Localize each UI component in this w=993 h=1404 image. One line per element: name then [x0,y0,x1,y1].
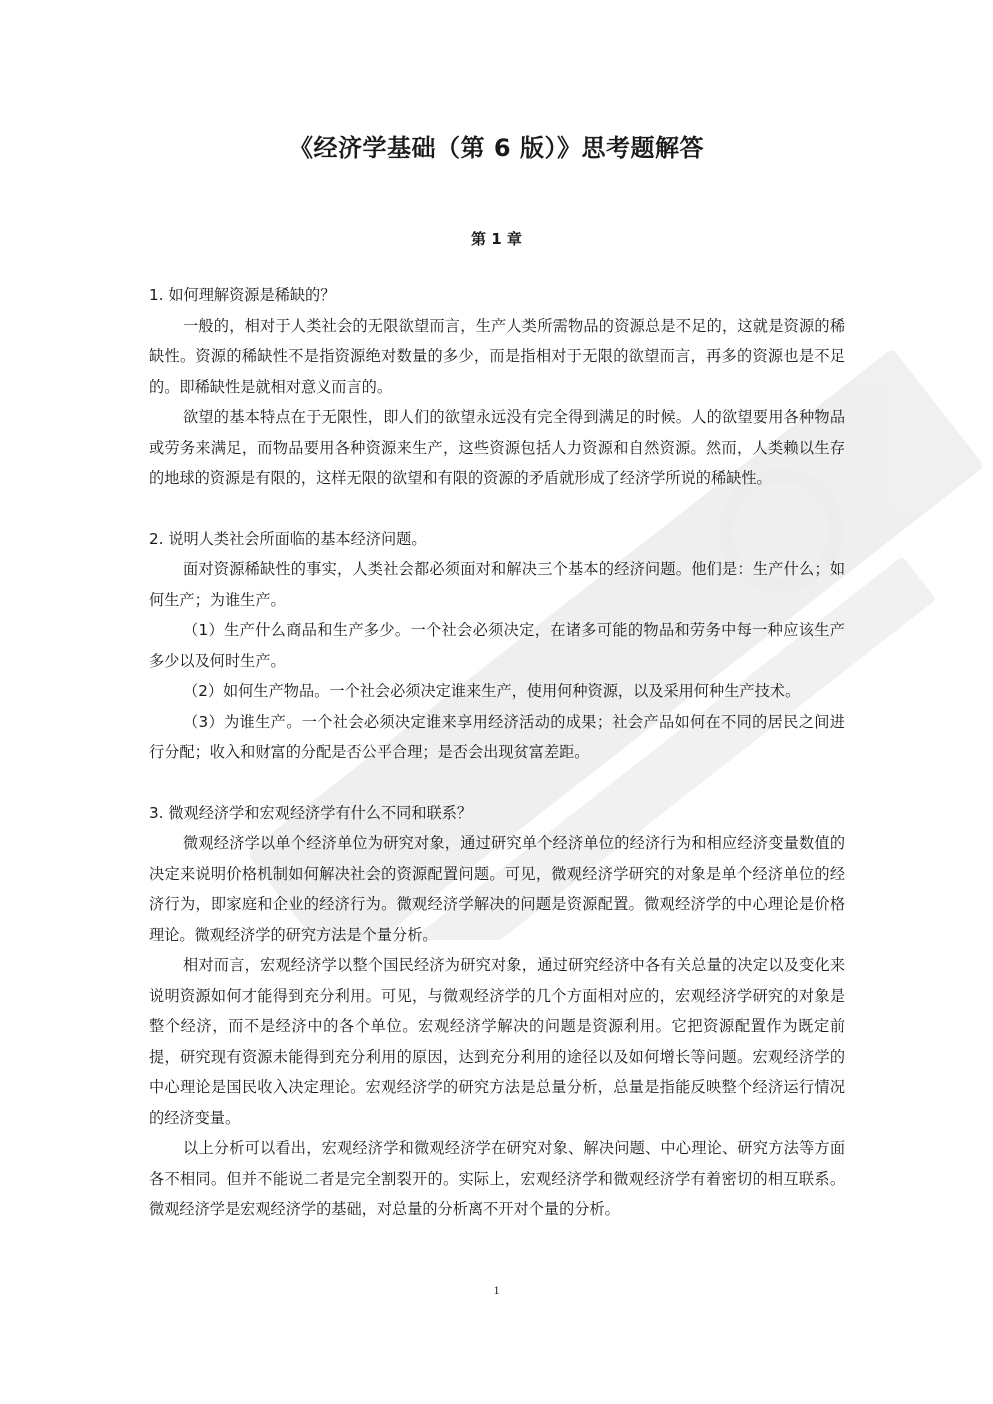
answer-list-item: （2）如何生产物品。一个社会必须决定谁来生产，使用何种资源，以及采用何种生产技术。 [183,682,801,700]
section-spacer [149,768,845,798]
answer-paragraph: 相对而言，宏观经济学以整个国民经济为研究对象，通过研究经济中各有关总量的决定以及变化来说明资源如何才能得到充分利用。可见，与微观经济学的几个方面相对应的，宏观经济学研究的对象是整个经济，而不是经济中的各个单位。宏观经济学解决的问题是资源利用。它把资源配置作为既定前提，研究现有资源未能得到充分利用的原因，达到充分利用的途径以及如何增长等问题。宏观经济学的中心理论是国民收入决定理论。宏观经济学的研究方法是总量分析，总量是指能反映整个经济运行情况的经济变量。 [149,956,845,1127]
page-number: 1 [493,1283,500,1297]
question-heading: 2. 说明人类社会所面临的基本经济问题。 [149,529,427,548]
answer-list-item: （1）生产什么商品和生产多少。一个社会必须决定，在诸多可能的物品和劳务中每一种应该生产多少以及何时生产。 [149,621,845,670]
question-heading: 3. 微观经济学和宏观经济学有什么不同和联系？ [149,803,473,822]
answer-paragraph: 欲望的基本特点在于无限性，即人们的欲望永远没有完全得到满足的时候。人的欲望要用各种物品或劳务来满足，而物品要用各种资源来生产，这些资源包括人力资源和自然资源。然而，人类赖以生存的地球的资源是有限的，这样无限的欲望和有限的资源的矛盾就形成了经济学所说的稀缺性。 [149,408,845,487]
answer-paragraph: 微观经济学以单个经济单位为研究对象，通过研究单个经济单位的经济行为和相应经济变量数值的决定来说明价格机制如何解决社会的资源配置问题。可见，微观经济学研究的对象是单个经济单位的经济行为，即家庭和企业的经济行为。微观经济学解决的问题是资源配置。微观经济学的中心理论是价格理论。微观经济学的研究方法是个量分析。 [149,834,845,944]
answer-paragraph: 以上分析可以看出，宏观经济学和微观经济学在研究对象、解决问题、中心理论、研究方法等方面各不相同。但并不能说二者是完全割裂开的。实际上，宏观经济学和微观经济学有着密切的相互联系。微观经济学是宏观经济学的基础，对总量的分析离不开对个量的分析。 [149,1139,845,1218]
document-title: 《经济学基础（第 6 版）》思考题解答 [289,134,704,162]
document-body [149,280,845,1225]
question-heading: 1. 如何理解资源是稀缺的？ [149,286,336,304]
answer-paragraph: 一般的，相对于人类社会的无限欲望而言，生产人类所需物品的资源总是不足的，这就是资源的稀缺性。资源的稀缺性不是指资源绝对数量的多少，而是指相对于无限的欲望而言，再多的资源也是不足的。即稀缺性是就相对意义而言的。 [149,316,845,396]
answer-list-item: （3）为谁生产。一个社会必须决定谁来享用经济活动的成果；社会产品如何在不同的居民之间进行分配；收入和财富的分配是否公平合理；是否会出现贫富差距。 [149,712,845,761]
chapter-title: 第 1 章 [471,230,522,248]
section-spacer [149,494,845,524]
answer-paragraph: 面对资源稀缺性的事实，人类社会都必须面对和解决三个基本的经济问题。他们是：生产什么；如何生产；为谁生产。 [149,560,845,609]
